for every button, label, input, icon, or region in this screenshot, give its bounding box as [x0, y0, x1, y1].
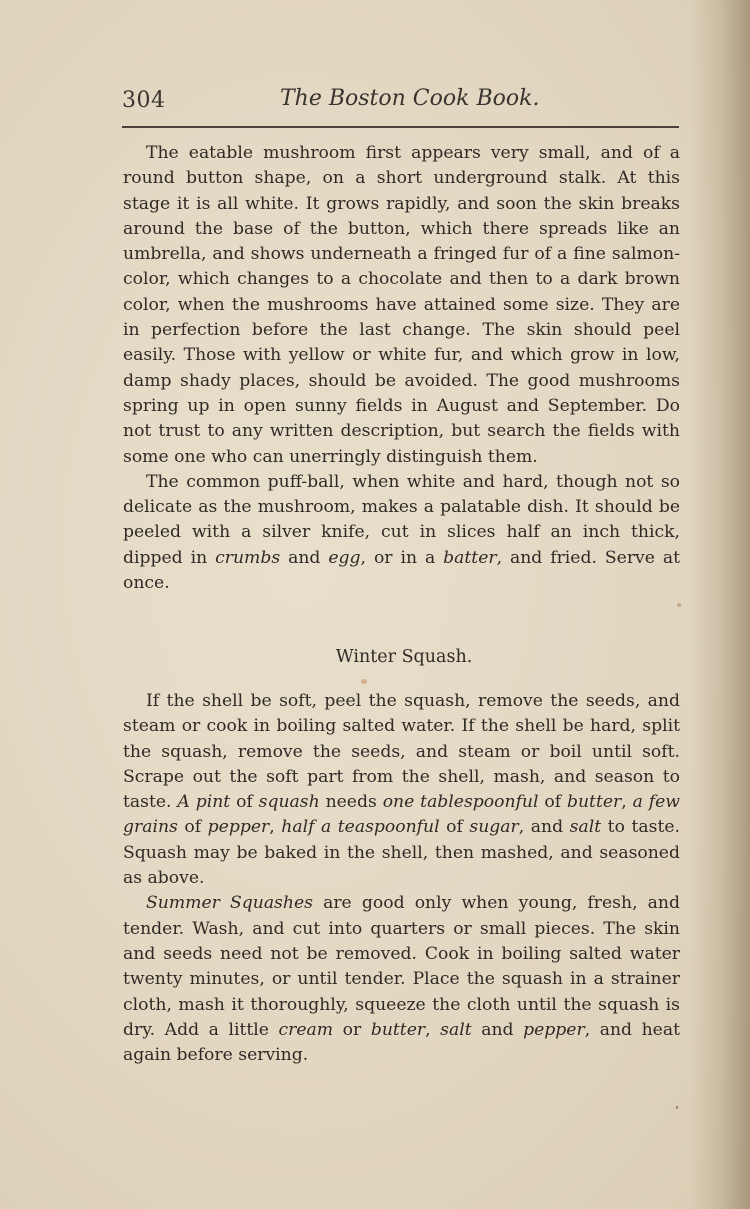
text-run: , [621, 792, 633, 813]
ingredient-salt: salt [569, 817, 602, 838]
text-run: , [269, 817, 282, 838]
ingredient-pint: A pint [177, 792, 231, 813]
text-run: and [471, 1019, 524, 1040]
ingredient-salt: salt [440, 1019, 472, 1040]
mushroom-paragraph-1: The eatable mushroom first appears very small, and of a round button shape, on a short underground stalk. At this stage it is all white. It grows rapidly, and soon the skin breaks around the base of the button, which there spreads like an umbrella, and shows underneath a fringed fur of a fine salmon-color, which changes to a chocolate and then to a dark brown color, when the mushrooms have attained some size. They are in perfection before the last change. The skin should peel easily. Those with yellow or white fur, and which grow in low, damp shady places, should be avoided. The good mushrooms spring up in open sunny fields in August and September. Do not trust to any written description, but search the fields with some one who can unerringly distinguish them. [123, 143, 680, 467]
page-number: 304 [122, 88, 166, 113]
text-run: or [333, 1019, 371, 1040]
ingredient-few-grains: a few grains [123, 792, 680, 838]
text-run: , and heat again before serving. [123, 1019, 681, 1066]
ingredient-butter: butter [370, 1019, 426, 1040]
page-header [122, 84, 678, 124]
squash-section [123, 689, 680, 1068]
text-run: of [177, 817, 208, 838]
ingredient-half-teaspoonful: half a teaspoonful [281, 817, 440, 838]
text-run: to taste. Squash may be baked in the shell, then mashed, and seasoned as above. [123, 817, 680, 889]
text-run: of [230, 792, 259, 813]
running-title: The Boston Cook Book. [280, 86, 540, 111]
text-run: , and fried. Serve at once. [123, 547, 681, 594]
ingredient-pepper: pepper [207, 817, 270, 838]
text-run: of [439, 817, 470, 838]
text-run: , [425, 1019, 441, 1040]
summer-squash-paragraph [123, 891, 680, 1068]
summer-squashes-lead: Summer Squashes [146, 893, 313, 914]
ingredient-batter: batter [443, 547, 497, 568]
text-run: of [538, 792, 567, 813]
ingredient-sugar: sugar [469, 817, 519, 838]
puffball-paragraph [123, 470, 680, 596]
text-run: , and [518, 817, 570, 838]
paper-speck [676, 1106, 678, 1109]
ingredient-pepper: pepper [523, 1019, 585, 1040]
mushroom-section [123, 141, 680, 596]
text-run: and [280, 547, 329, 568]
text-run: , or in a [360, 547, 444, 568]
text-run: The common puff-ball, when white and hard, though not so delicate as the mushroom, makes a palatable dish. It should be peeled with a silver knife, cut in slices half an inch thick, dipped in [123, 471, 680, 568]
ingredient-squash: squash [258, 792, 320, 813]
winter-squash-paragraph [123, 689, 680, 891]
ingredient-one-tablespoonful: one tablespoonful [382, 792, 539, 813]
ingredient-cream: cream [278, 1019, 334, 1040]
paper-speck [361, 679, 367, 684]
ingredient-crumbs: crumbs [215, 547, 281, 568]
text-run: If the shell be soft, peel the squash, remove the seeds, and steam or cook in boiling salted water. If the shell be hard, split the squash, remove the seeds, and steam or boil until soft. Scrape out the soft part from the shell, mash, and season to taste. [123, 691, 680, 813]
ingredient-butter: butter [566, 792, 622, 813]
section-heading-winter-squash: Winter Squash. [335, 647, 473, 667]
text-run: needs [319, 792, 383, 813]
ingredient-egg: egg [328, 547, 361, 568]
text-run: are good only when young, fresh, and tender. Wash, and cut into quarters or small pieces. The skin and seeds need not be removed. Cook in boiling salted water twenty minutes, or until tender. Place the squash in a strainer cloth, mash it thoroughly, squeeze the cloth until the squash is dry. Add a little [123, 893, 680, 1040]
paper-speck [677, 603, 681, 607]
header-rule [122, 126, 679, 128]
